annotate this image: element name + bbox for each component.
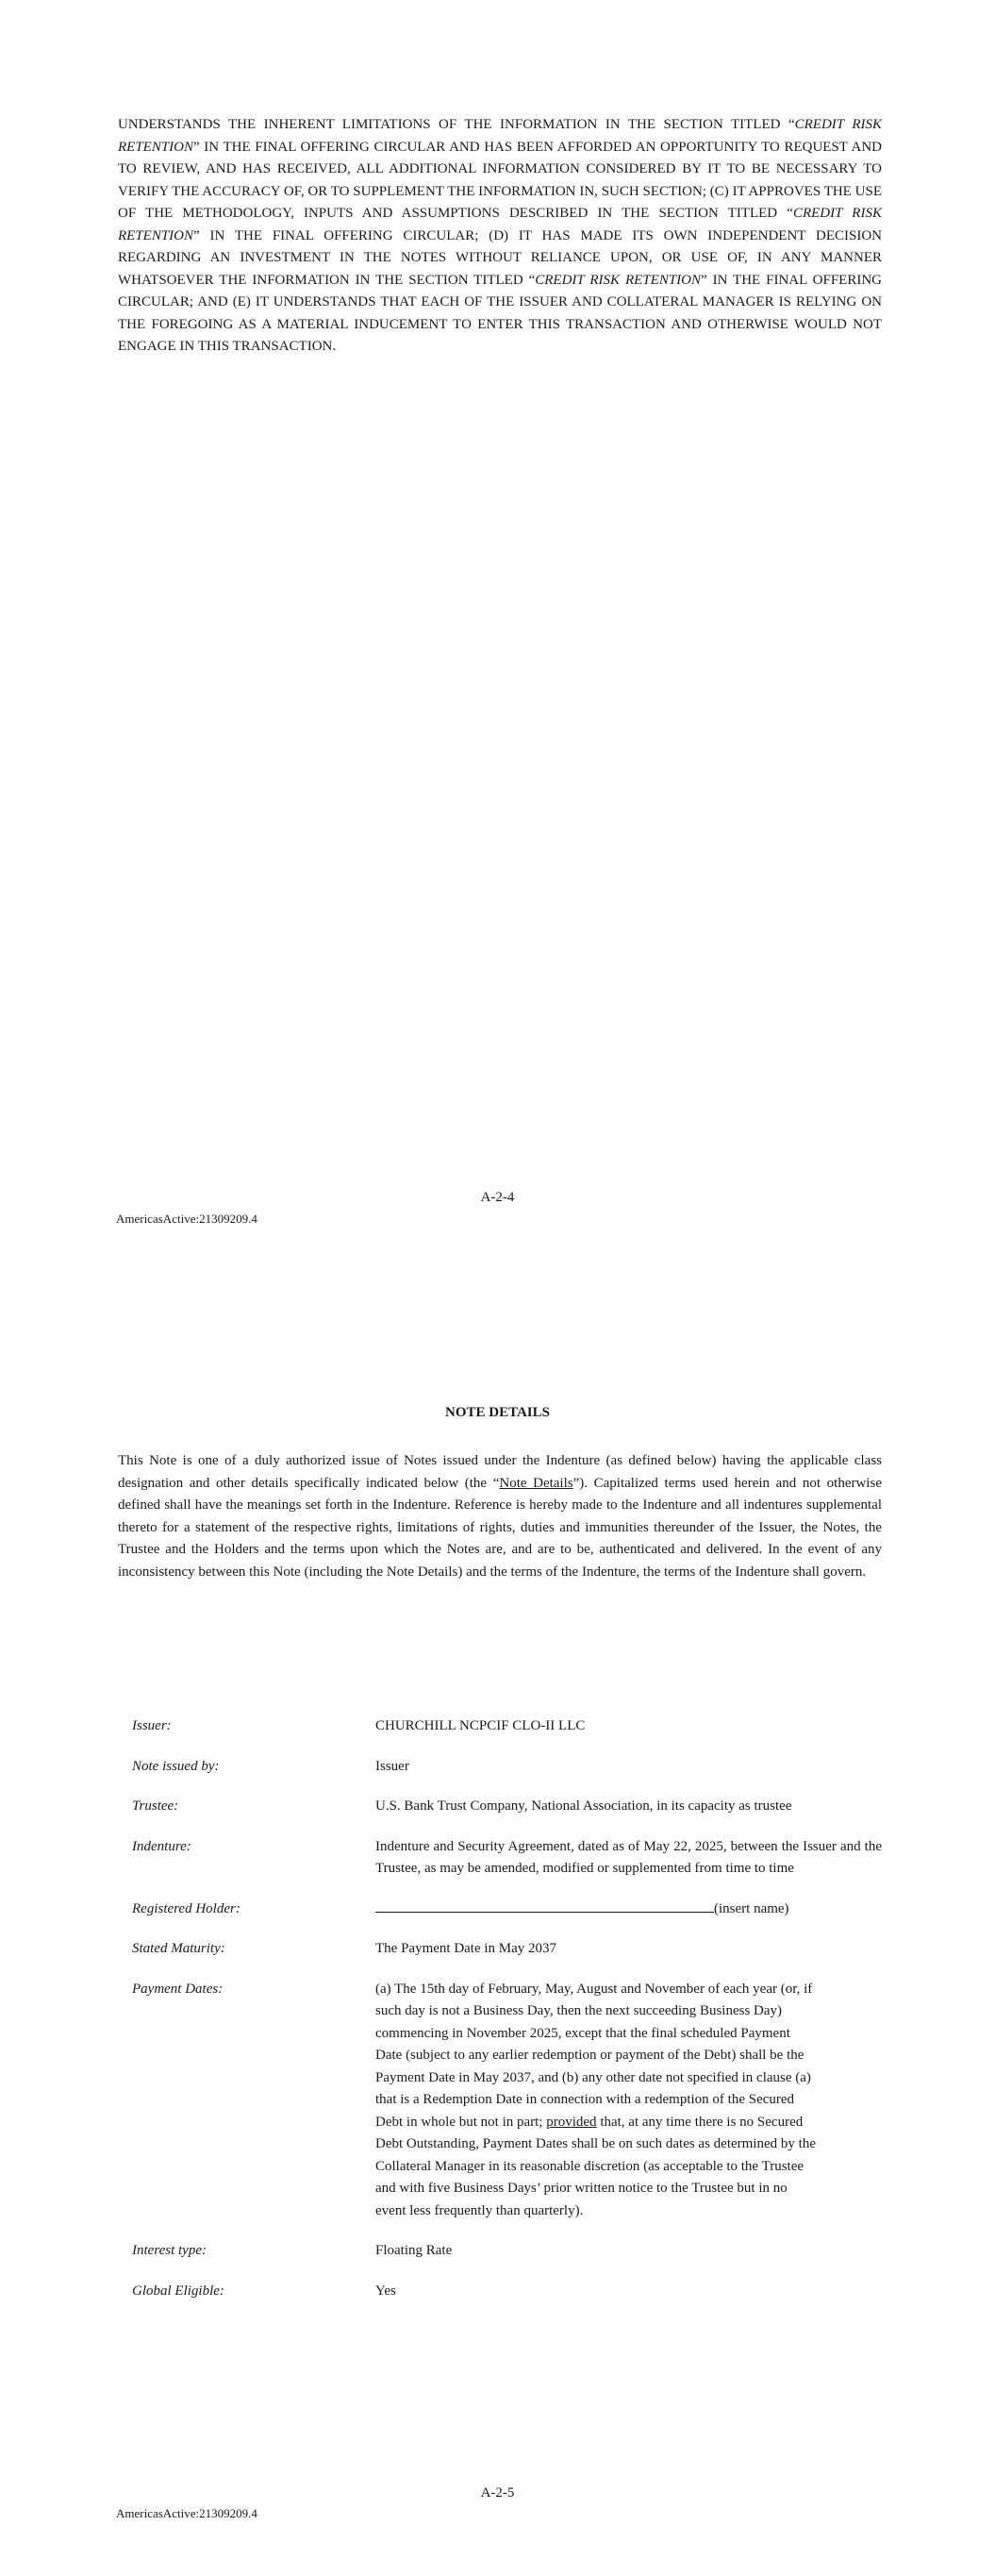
row-value: Issuer <box>375 1758 409 1774</box>
row-label: Interest type: <box>132 2243 207 2258</box>
row-label: Issuer: <box>132 1718 172 1733</box>
table-row-stated-maturity <box>132 1938 882 1961</box>
table-row-trustee <box>132 1796 882 1818</box>
table-row-payment-dates <box>132 1979 882 2223</box>
insert-name-hint: (insert name) <box>714 1900 789 1916</box>
paragraph-run: ” IN THE FINAL OFFERING CIRCULAR; (D) IT HAS MADE ITS OWN INDEPENDENT DECISION REGARDING AN INVESTMENT IN THE NOTES WITHOUT RELIANCE UPON, OR USE OF, IN ANY MANNER WHATSOEVER THE INFORMATION IN THE SECTION TITLED “ <box>118 227 882 288</box>
page-number-a-2-5: A-2-5 <box>480 2485 515 2501</box>
row-value <box>375 1899 882 1921</box>
table-row-registered-holder <box>132 1899 882 1921</box>
row-label: Trustee: <box>132 1798 179 1814</box>
document-reference-footer: AmericasActive:21309209.4 <box>116 1212 257 1226</box>
row-label: Indenture: <box>132 1838 191 1854</box>
row-value: Yes <box>375 2283 396 2299</box>
row-label: Note issued by: <box>132 1758 220 1774</box>
document-reference-footer: AmericasActive:21309209.4 <box>116 2506 257 2520</box>
table-row-note-issued-by <box>132 1756 882 1779</box>
note-details-table <box>132 1715 882 2320</box>
table-row-global-eligible <box>132 2281 882 2303</box>
credit-risk-retention-paragraph <box>118 114 882 359</box>
payment-dates-run: (a) The 15th day of February, May, August and November of each year (or, if such day is not a Business Day, then the next succeeding Business Day) commencing in November 2025, except that the final scheduled Payment Date (subject to any earlier redemption or payment of the Debt) shall be the Payment Date in May 2037, and (b) any other date not specified in clause (a) that is a Redemption Date in connection with a redemption of the Secured Debt in whole but not in part; <box>375 1981 813 2130</box>
paragraph-run: UNDERSTANDS THE INHERENT LIMITATIONS OF THE INFORMATION IN THE SECTION TITLED “ <box>118 117 795 132</box>
paragraph-run: ” IN THE FINAL OFFERING CIRCULAR; AND (E) IT UNDERSTANDS THAT EACH OF THE ISSUER AND COLLATERAL MANAGER IS RELYING ON THE FOREGOING AS A MATERIAL INDUCEMENT TO ENTER THIS TRANSACTION AND OTHERWISE WOULD NOT ENGAGE IN THIS TRANSACTION. <box>118 272 883 354</box>
paragraph-run: ”). Capitalized terms used herein and not otherwise defined shall have the meanings set forth in the Indenture. Reference is hereby made to the Indenture and all indentures supplemental thereto for a statement of the respective rights, limitations of rights, duties and immunities thereunder of the Issuer, the Notes, the Trustee and the Holders and the terms upon which the Notes are, and are to be, authenticated and delivered. In the event of any inconsistency between this Note (including the Note Details) and the terms of the Indenture, the terms of the Indenture shall govern. <box>118 1475 882 1580</box>
row-value: CHURCHILL NCPCIF CLO-II LLC <box>375 1718 586 1733</box>
paragraph-run: ” IN THE FINAL OFFERING CIRCULAR AND HAS BEEN AFFORDED AN OPPORTUNITY TO REQUEST AND TO REVIEW, AND HAS RECEIVED, ALL ADDITIONAL INFORMATION CONSIDERED BY IT TO BE NECESSARY TO VERIFY THE ACCURACY OF, OR TO SUPPLEMENT THE INFORMATION IN, SUCH SECTION; (C) IT APPROVES THE USE OF THE METHODOLOGY, INPUTS AND ASSUMPTIONS DESCRIBED IN THE SECTION TITLED “ <box>118 139 882 221</box>
row-label: Stated Maturity: <box>132 1941 225 1956</box>
payment-dates-run: that, at any time there is no Secured Debt Outstanding, Payment Dates shall be on such dates as determined by the Collateral Manager in its reasonable discretion (as acceptable to the Trustee and with five Business Days’ prior written notice to the Trustee but in no event less frequently than quarterly). <box>375 2114 816 2218</box>
row-label: Payment Dates: <box>132 1981 224 1997</box>
registered-holder-blank-line <box>375 1899 714 1913</box>
row-value: Indenture and Security Agreement, dated as of May 22, 2025, between the Issuer and the Trustee, as may be amended, modified or supplemented from time to time <box>375 1838 882 1876</box>
note-details-intro-paragraph <box>118 1450 882 1583</box>
table-row-interest-type <box>132 2240 882 2263</box>
row-label: Global Eligible: <box>132 2283 224 2299</box>
italic-section-title: CREDIT RISK RETENTION <box>535 272 701 288</box>
row-value: Floating Rate <box>375 2243 453 2258</box>
italic-section-title: CREDIT RISK RETENTION <box>118 206 882 243</box>
table-row-indenture <box>132 1836 882 1881</box>
row-value <box>375 1979 817 2223</box>
note-details-heading: NOTE DETAILS <box>444 1405 550 1420</box>
row-label: Registered Holder: <box>132 1900 240 1916</box>
row-value: The Payment Date in May 2037 <box>375 1941 557 1956</box>
row-value: U.S. Bank Trust Company, National Association, in its capacity as trustee <box>375 1798 792 1814</box>
provided-underlined-term: provided <box>546 2114 597 2130</box>
page-number-a-2-4: A-2-4 <box>480 1190 515 1205</box>
paragraph-run: This Note is one of a duly authorized issue of Notes issued under the Indenture (as defined below) having the applicable class designation and other details specifically indicated below (the “ <box>118 1453 882 1491</box>
note-details-defined-term: Note Details <box>499 1475 573 1491</box>
italic-section-title: CREDIT RISK RETENTION <box>118 117 882 155</box>
table-row-issuer <box>132 1715 882 1738</box>
